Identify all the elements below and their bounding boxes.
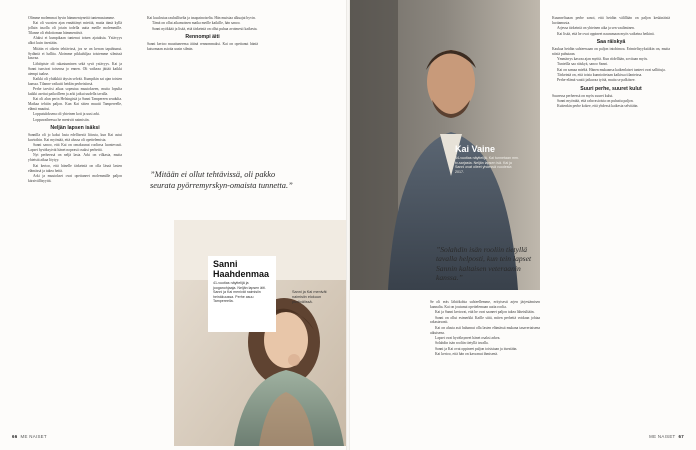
paragraph: Sanni on ollut esimerkki Kaille siitä, miten perhettä voidaan johtaa rakastavasti. — [430, 315, 540, 325]
sanni-photo — [174, 220, 348, 446]
paragraph: Sannilla oli jo kaksi lasta edellisestä liitosta, kun Kai astui kuvioihin. Kai myöntää, että alussa oli opettelemista. — [28, 133, 122, 142]
pull-quote: ”Mitään ei ollut tehtävissä, oli pakko seurata pyörremyrskyn-omaista tunnetta.” — [150, 170, 293, 190]
right-column-1 — [430, 300, 540, 434]
page-gutter — [346, 0, 350, 450]
subheading: Suuri perhe, suuret kulut — [580, 85, 642, 92]
paragraph: Lopputuloksena oli yhteinen koti ja uusi arki. — [33, 112, 101, 117]
person-bio: 41-vuotias näyttelijä ja jooganohjaaja. Neljän lapsen äiti. Sanni ja Kai menivät naimisiin heinäkuussa. Perhe asuu Tampereella. — [213, 281, 266, 304]
paragraph: Suuressa perheessä on myös suuret kulut. — [552, 93, 614, 98]
paragraph: Kai oli alun perin Helsingistä ja Sanni Tampereen seudulta. Matkaa tehtiin paljon. Kun Kai sitten muutti Tampereelle, elämä muuttui. — [28, 97, 122, 112]
subheading: Neljän lapsen isäksi — [50, 125, 100, 132]
paragraph: Kuunneltuaan perhe sanoi, että heidän välillään on paljon keskinäistä luottamusta. — [552, 16, 670, 25]
paragraph: Se oli eräs lähtökohta suhteellemme, erityisesti arjen järjestämisen kannalta. Kai on joutunut opettelemaan uutta roolia. — [430, 300, 540, 309]
paragraph: Tärkeintä on, että toista kunnioitetaan kaikissa tilanteissa. — [557, 73, 643, 77]
paragraph: Aluksi ei kumpikaan tuntenut toisen ajatuksia. Ystävyys alkoi kuin itsestään. — [28, 36, 122, 46]
paragraph: Olimme molemmat hyvin hämmentyneitä tuntemastamme. — [28, 16, 115, 20]
paragraph: Arjessa tärkeintä on yhteinen aika ja sen vaaliminen. — [557, 26, 635, 31]
subheading: Rennompi äiti — [185, 34, 220, 40]
paragraph: Kai ja Sanni kertovat, että he ovat saaneet paljon tukea läheisiltään. — [435, 310, 535, 315]
paragraph: Sanni nyökkää ja lisää, että tärkeintä on ollut puhua avoimesti kaikesta. — [152, 26, 258, 31]
person-name: Sanni Haahdenmaa — [213, 259, 270, 279]
paragraph: Kai oli vuosien ajan ennättänyt miettiä, mutta tämä kyllä jollain tasolla oli jotain todella uutta meille molemmille. Tilanne oli ehdottoman hämmentävä. — [28, 21, 122, 36]
left-column-1 — [28, 16, 122, 434]
pull-quote: ”Solahdin isän rooliin tietyllä tavalla helposti, kun tein lapset Sannin kaltaisen veteraanin kanssa.” — [436, 245, 532, 283]
right-column-2 — [552, 16, 670, 434]
paragraph: Tämä on ollut aikamoinen matka meille kaikille, hän sanoo. — [152, 21, 241, 26]
paragraph: Nyt perheessä on neljä lasta. Arki on vilkasta, mutta yhteistä aikaa löytyy. — [28, 153, 122, 163]
paragraph: Kai kuulostaa rauhalliselta ja tasapainoiselta. Hän muistaa alkuajat hyvin. — [147, 16, 256, 20]
paragraph: Sanni sanoo, että Kai on omaksunut roolinsa luontevasti. Lapset hyväksyivät hänet nopeasti osaksi perhettä. — [28, 143, 122, 153]
left-column-2 — [147, 16, 258, 152]
paragraph: Mitään ei oikein tehtävissä, jos se on kerran tapahtunut. Sydäntä ei hallita. Aloimme pikkuhiljaa toistemme silmissä kasvaa. — [28, 46, 122, 61]
subheading: Saa räiskyä — [596, 38, 626, 45]
page-folio-right — [649, 434, 684, 439]
magazine-name: ME NAISET — [20, 434, 47, 439]
paragraph: Arki ja muutokset ovat opettaneet molemmille paljon kärsivällisyyttä. — [28, 173, 122, 183]
paragraph: Sanni ja Kai ovat oppineet paljon toisistaan ja itsestään. — [435, 346, 518, 351]
paragraph: Kai lisää, että he ovat oppineet nauramaan myös vaikeina hetkinä. — [557, 31, 655, 36]
magazine-name: ME NAISET — [649, 434, 676, 439]
paragraph: Perhe tarvitsi aikaa sopeutua muutokseen, mutta lopulta kaikki asettui paikoilleen ja arki jatkui uudella tavalla. — [28, 87, 122, 96]
paragraph: Tunteilla saa räiskyä, sanoo Sanni. — [557, 62, 609, 67]
paragraph: Lapset ovat hyväksyneet hänet osaksi arkea. — [435, 335, 501, 340]
page-number: 67 — [678, 434, 684, 439]
paragraph: Kuitenkin perhe kokee, että yhdessä kaikesta selvitään. — [557, 104, 639, 109]
kai-caption — [450, 141, 524, 211]
paragraph: Solahdin isän rooliin tietyllä tavalla. — [435, 341, 489, 346]
paragraph: Sanni kertoo muuttuneensa äitinä rennommaksi. Kai on opettanut häntä katsomaan asioita uusin silmin. — [147, 42, 258, 51]
person-bio: 44-vuotias näyttelijä. Kai tunnetaan mm. tv-sarjasta. Neljän lapsen isä. Kai ja Sanni ovat olleet yhdessä vuodesta 2017. — [455, 156, 519, 174]
paragraph: Sanni myöntää, että raha-asioista on puhuttu paljon. — [557, 99, 634, 103]
paragraph: Kaikki oli yhtäkkiä täysin selvää. Kumpikin sai ajan toisten kanssa. Tilanne vaikutti heidän perheisiinsä. — [28, 76, 122, 86]
right-page — [348, 0, 696, 450]
page-number: 66 — [12, 434, 18, 439]
photo-caption: Sanni ja Kai menivät naimisiin elokuun puolivälissä. — [292, 290, 327, 304]
sanni-caption — [208, 256, 276, 332]
paragraph: Perhe-elämä vaatii jatkuvaa työtä, mutta se palkitsee. — [557, 78, 636, 83]
person-name: Kai Vaine — [455, 144, 496, 154]
paragraph: Lähtöpiste oli rakastuminen sekä syvä ystävyys. Kai ja Sanni tunsivat toisensa jo ennen. Oli vaikeaa jättää kaikki aiempi taakse. — [28, 61, 122, 76]
paragraph: Kai kertoo, että hän on kasvanut ihmisenä. — [435, 351, 498, 356]
paragraph: Kai on alusta asti halunnut olla lasten elämässä mukana tasavertaisena aikuisena. — [430, 325, 540, 335]
paragraph: Kaukaa heidän suhteessaan on paljon intohimoa. Erimielisyyksiäkin on, mutta niistä puhutaan. — [552, 46, 670, 56]
portrait-image — [174, 220, 348, 446]
page-folio-left — [12, 434, 47, 439]
paragraph: Kai on samaa mieltä. Hänen mukaansa kaikenlaiset tunteet ovat sallittuja. — [557, 67, 666, 72]
paragraph: Loppuvaiheessa he menivät naimisiin. — [33, 117, 90, 122]
paragraph: Ymmärrys kasvaa ajan myötä. Kun riidellään, sovitaan myös. — [557, 57, 648, 62]
paragraph: Kai kertoo, että hänelle tärkeintä on olla läsnä lasten elämässä ja tukea heitä. — [28, 163, 122, 173]
